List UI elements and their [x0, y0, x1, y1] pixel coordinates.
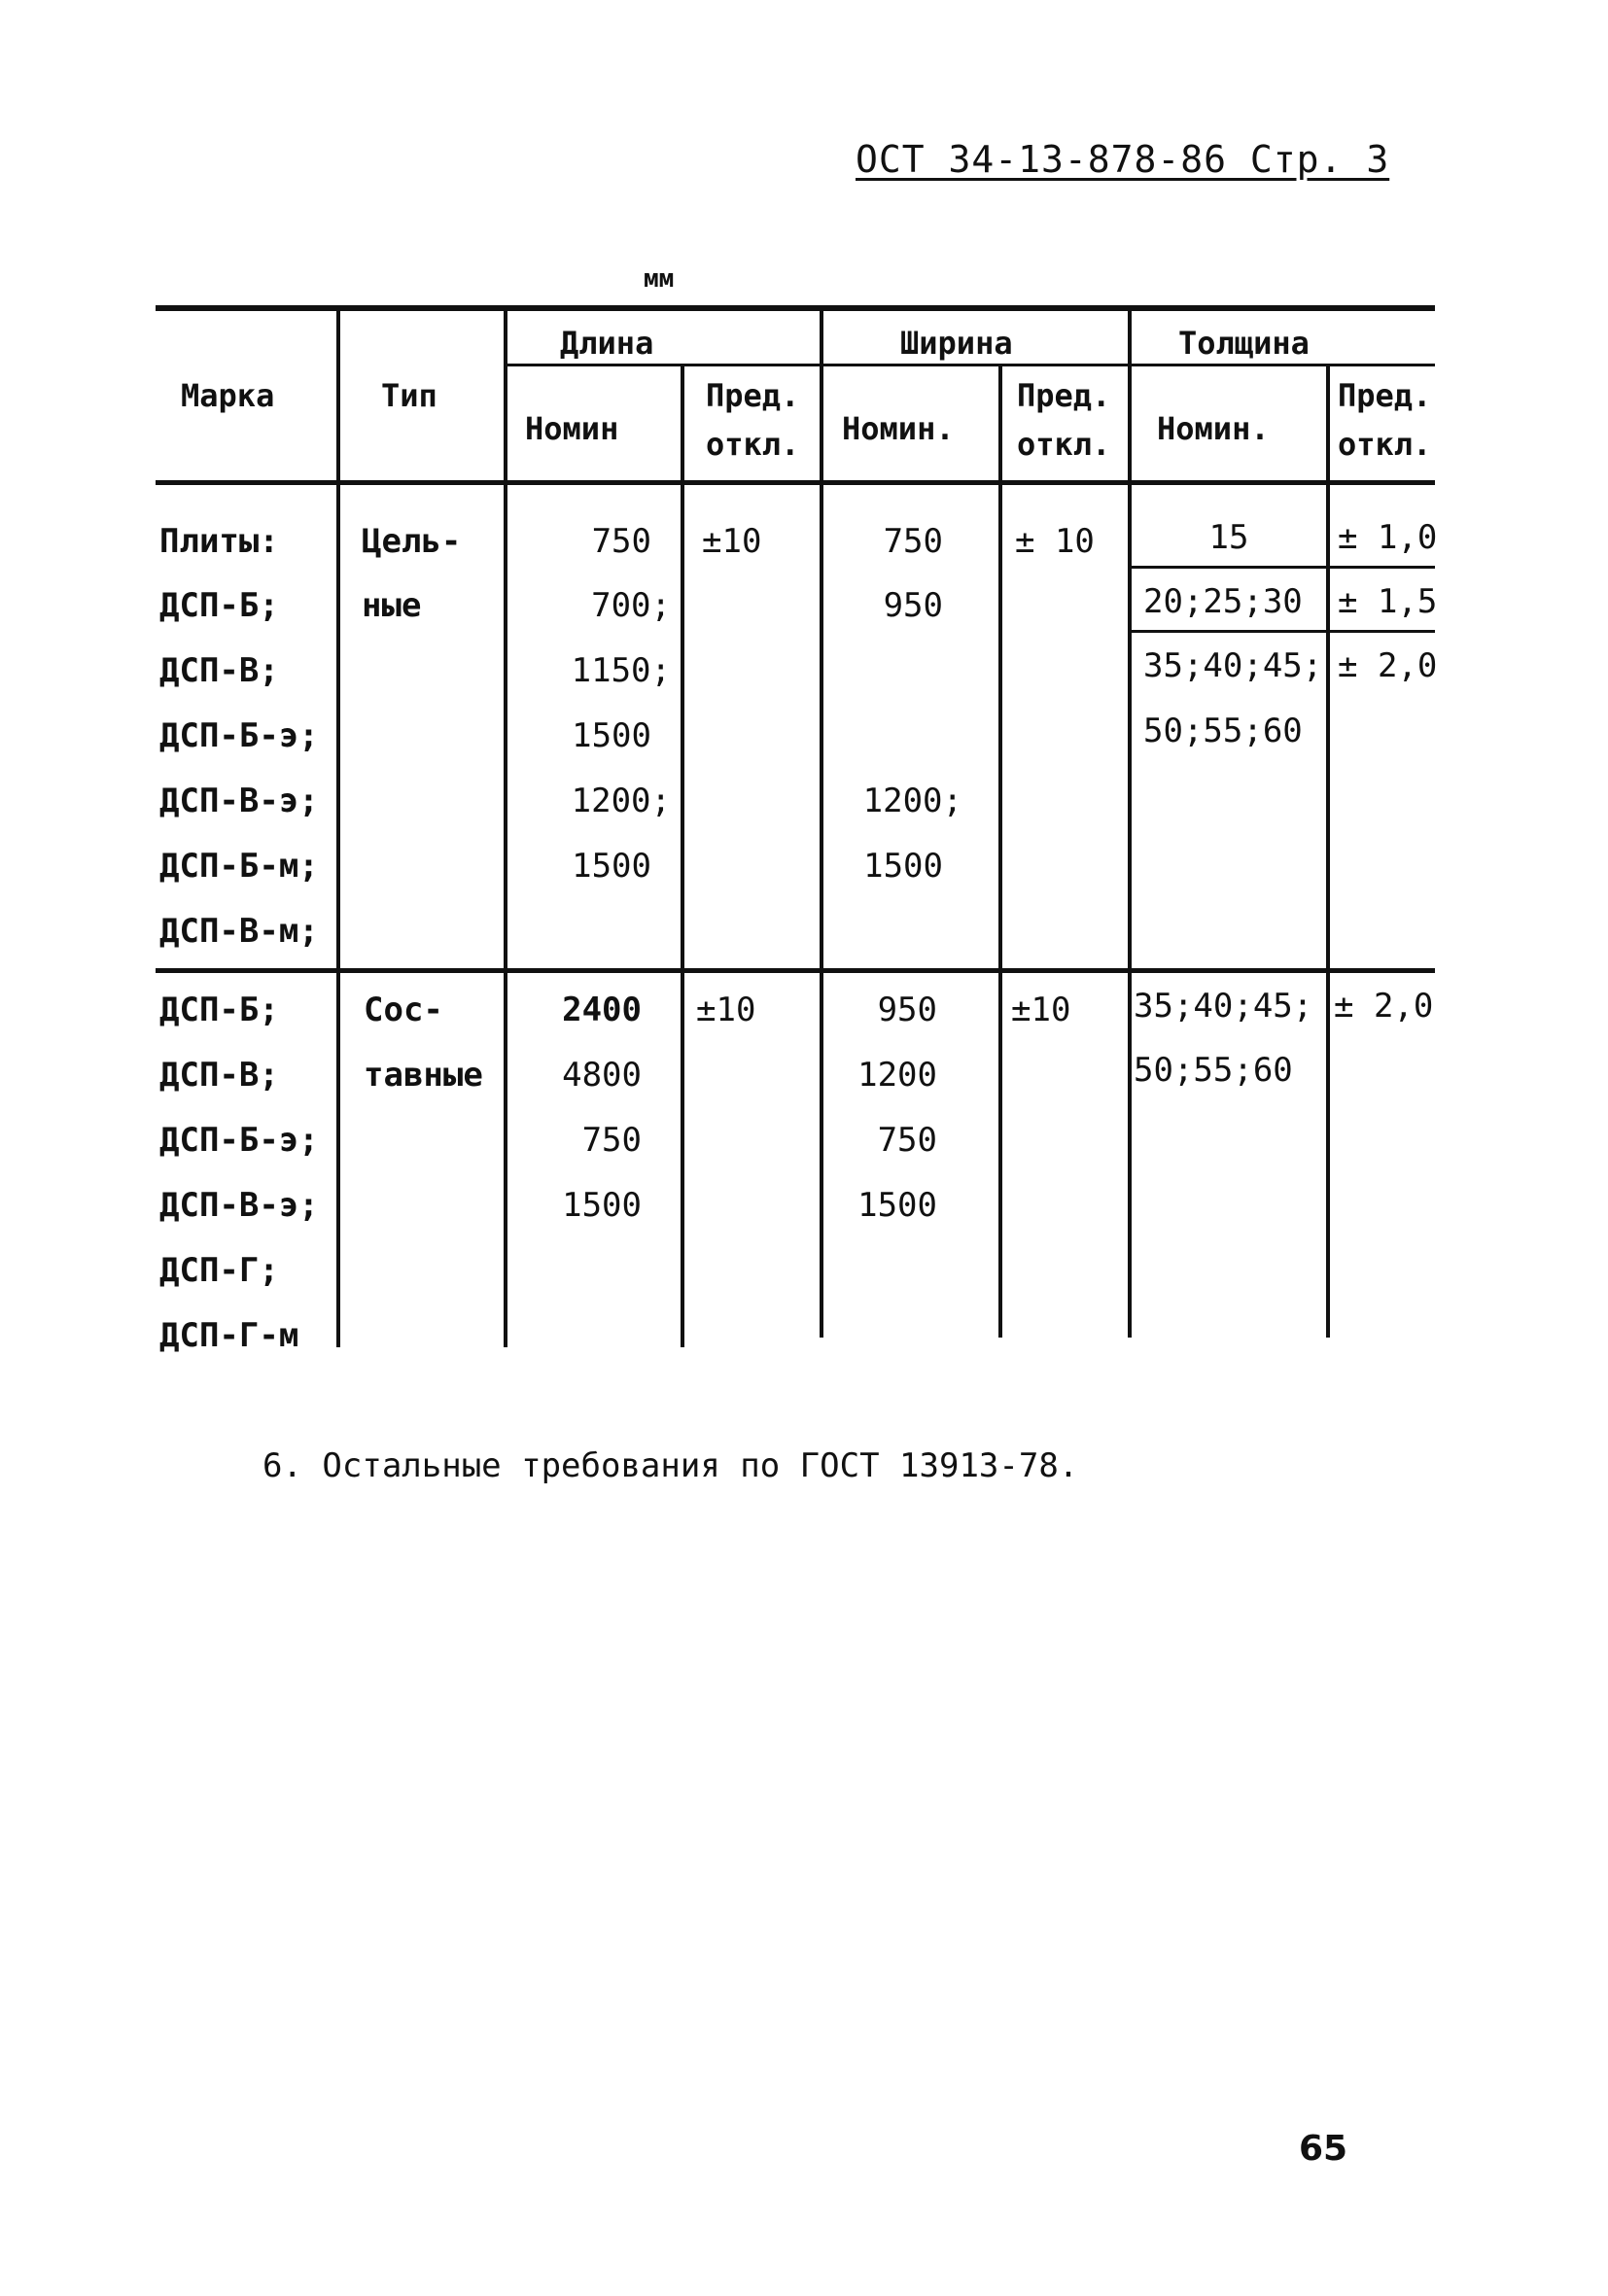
vline-thickness-left — [1128, 307, 1132, 1338]
group2-width-nomin: 950 — [877, 991, 937, 1029]
header-thickness-tol-1: Пред. — [1338, 377, 1432, 414]
group1-thickness-nomin: 50;55;60 — [1143, 712, 1303, 750]
group2-mark: ДСП-В-э; — [159, 1186, 319, 1225]
group1-length-nomin: 750 — [591, 522, 651, 561]
group1-width-nomin: 950 — [883, 586, 943, 625]
group2-thickness-nomin: 50;55;60 — [1134, 1051, 1293, 1090]
group2-mark: ДСП-Б-э; — [159, 1121, 319, 1160]
group2-length-nomin: 750 — [581, 1121, 642, 1160]
header-width-nomin: Номин. — [842, 410, 955, 447]
header-bottom-rule — [156, 480, 1435, 485]
group2-type: Сос- — [364, 991, 443, 1029]
group1-mark: ДСП-В-м; — [159, 912, 319, 951]
group2-width-tol: ±10 — [1011, 991, 1071, 1029]
group2-mark: ДСП-Г; — [159, 1251, 279, 1290]
header-width-tol-1: Пред. — [1017, 377, 1111, 414]
group2-mark: ДСП-Г-м — [159, 1316, 299, 1355]
group2-mark: ДСП-Б; — [159, 991, 279, 1029]
units-label: мм — [644, 264, 675, 294]
header-width-tol-2: откл. — [1017, 426, 1111, 463]
page-number: 65 — [1299, 2129, 1348, 2169]
header-thickness-nomin: Номин. — [1157, 410, 1270, 447]
group1-type: Цель- — [362, 522, 462, 561]
group1-mark: ДСП-Б; — [159, 586, 279, 625]
group2-length-nomin: 2400 — [562, 991, 642, 1029]
group1-width-nomin: 750 — [883, 522, 943, 561]
vline-type-left — [336, 307, 340, 1347]
thickness-rule-2 — [1132, 630, 1435, 633]
header-tip: Тип — [381, 377, 437, 414]
group2-width-nomin: 750 — [877, 1121, 937, 1160]
group-header-rule — [504, 364, 1435, 366]
group1-mark: ДСП-Б-м; — [159, 847, 319, 886]
group2-mark: ДСП-В; — [159, 1056, 279, 1095]
group2-type: тавные — [364, 1056, 483, 1095]
header-length-tol-1: Пред. — [706, 377, 800, 414]
vline-width-left — [820, 307, 823, 1338]
group1-mark: ДСП-Б-э; — [159, 716, 319, 755]
vline-length-mid — [681, 365, 684, 1347]
group1-thickness-tol: ± 1,5 — [1338, 582, 1438, 621]
header-length: Длина — [560, 325, 654, 362]
group2-thickness-tol: ± 2,0 — [1334, 987, 1434, 1026]
header-length-nomin: Номин — [525, 410, 619, 447]
group1-width-tol: ± 10 — [1015, 522, 1095, 561]
vline-length-left — [504, 307, 507, 1347]
thickness-rule-1 — [1132, 566, 1435, 569]
group2-thickness-nomin: 35;40;45; — [1134, 987, 1313, 1026]
group2-length-nomin: 4800 — [562, 1056, 642, 1095]
table-top-rule — [156, 305, 1435, 311]
group1-thickness-nomin: 15 — [1208, 518, 1249, 557]
group1-width-nomin: 1200; — [862, 782, 962, 820]
header-thickness: Толщина — [1178, 325, 1310, 362]
group2-width-nomin: 1500 — [857, 1186, 937, 1225]
group1-length-nomin: 1500 — [572, 847, 651, 886]
vline-width-mid — [998, 365, 1002, 1338]
group1-thickness-nomin: 20;25;30 — [1143, 582, 1303, 621]
group2-width-nomin: 1200 — [857, 1056, 937, 1095]
group-divider-rule — [156, 968, 1435, 973]
group1-length-nomin: 1150; — [571, 651, 671, 690]
group2-length-nomin: 1500 — [562, 1186, 642, 1225]
header-marka: Марка — [181, 377, 275, 414]
group1-thickness-tol: ± 1,0 — [1338, 518, 1438, 557]
header-width: Ширина — [900, 325, 1013, 362]
group1-length-nomin: 1200; — [571, 782, 671, 820]
group1-length-nomin: 1500 — [572, 716, 651, 755]
header-thickness-tol-2: откл. — [1338, 426, 1432, 463]
document-reference: ОСТ 34-13-878-86 Стр. 3 — [856, 138, 1390, 181]
note-paragraph: 6. Остальные требования по ГОСТ 13913-78. — [262, 1446, 1079, 1485]
group1-thickness-nomin: 35;40;45; — [1143, 646, 1323, 685]
group1-type: ные — [362, 586, 422, 625]
group1-mark: ДСП-В; — [159, 651, 279, 690]
vline-thickness-mid — [1326, 365, 1330, 1338]
group2-length-tol: ±10 — [696, 991, 756, 1029]
header-length-tol-2: откл. — [706, 426, 800, 463]
group1-mark: Плиты: — [159, 522, 279, 561]
group1-mark: ДСП-В-э; — [159, 782, 319, 820]
group1-length-nomin: 700; — [591, 586, 671, 625]
group1-width-nomin: 1500 — [863, 847, 943, 886]
group1-thickness-tol: ± 2,0 — [1338, 646, 1438, 685]
group1-length-tol: ±10 — [702, 522, 762, 561]
